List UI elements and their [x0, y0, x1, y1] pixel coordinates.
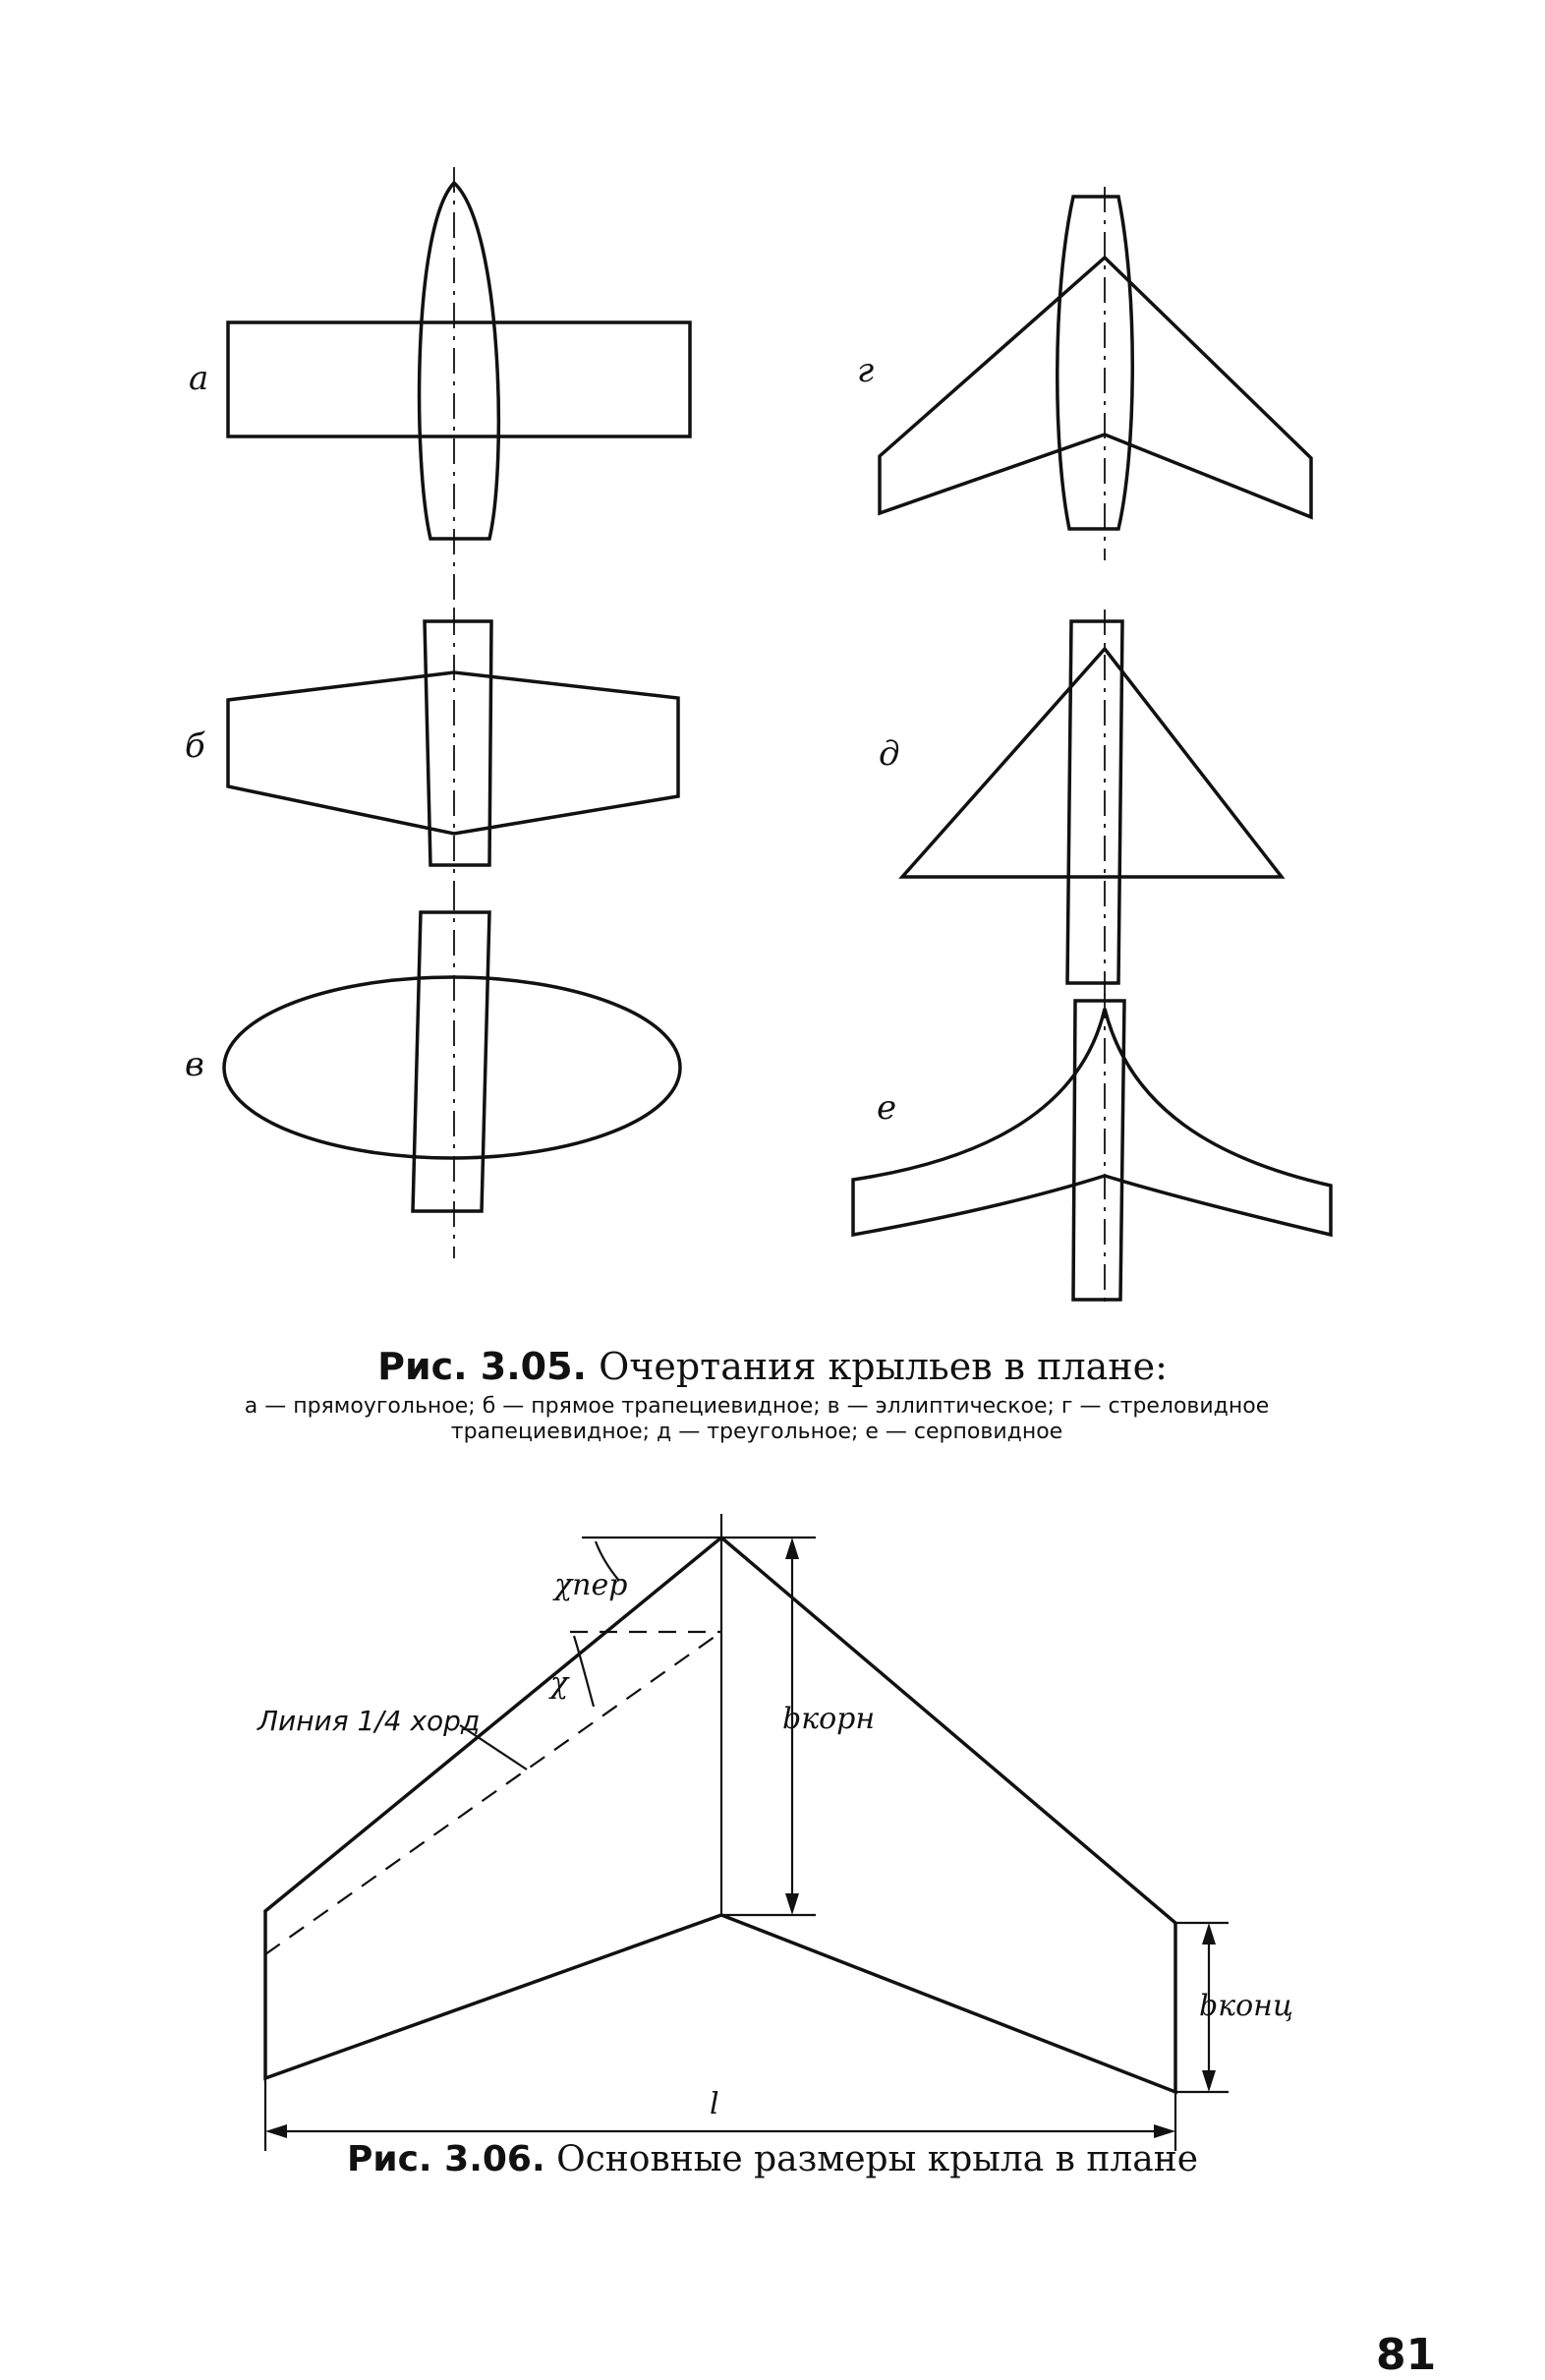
label-b-root: bкорн [782, 1702, 876, 1736]
label-b-tip: bконц [1199, 1989, 1293, 2023]
planform-straight-trapezoidal [185, 610, 678, 885]
figure1-caption-body: а — прямоугольное; б — прямое трапециевидное; в — эллиптическое; г — стреловидное трапециевидное; д — треугольное; е — серповидное [244, 1394, 1270, 1444]
label-span: l [710, 2087, 719, 2121]
label-chi: χ [550, 1666, 569, 1701]
label-g: г [857, 351, 875, 390]
planform-swept-trapezoidal [857, 187, 1311, 560]
planform-delta [879, 610, 1282, 1003]
label-d: д [879, 734, 900, 774]
label-quarter-chord: Линия 1/4 хорд [258, 1705, 481, 1737]
label-b: б [185, 726, 205, 766]
figure1-caption-title [0, 1345, 1545, 1388]
figure2-caption [0, 2139, 1545, 2179]
figure1-caption-number: Рис. 3.05. [377, 1345, 587, 1388]
label-a: а [189, 359, 209, 398]
figure1-caption-text: Очертания крыльев в плане: [599, 1345, 1168, 1388]
planform-elliptical [185, 885, 680, 1258]
label-v: в [185, 1045, 204, 1084]
label-e: е [877, 1088, 897, 1128]
figure2-caption-number: Рис. 3.06. [346, 2139, 545, 2179]
planform-rectangular [189, 167, 690, 610]
page-number: 81 [1376, 2330, 1437, 2380]
label-chi-le: χпер [554, 1568, 628, 1602]
planform-crescent [853, 993, 1331, 1307]
figure2-caption-text: Основные размеры крыла в плане [556, 2139, 1198, 2179]
figure-wing-dimensions [257, 1514, 1293, 2151]
